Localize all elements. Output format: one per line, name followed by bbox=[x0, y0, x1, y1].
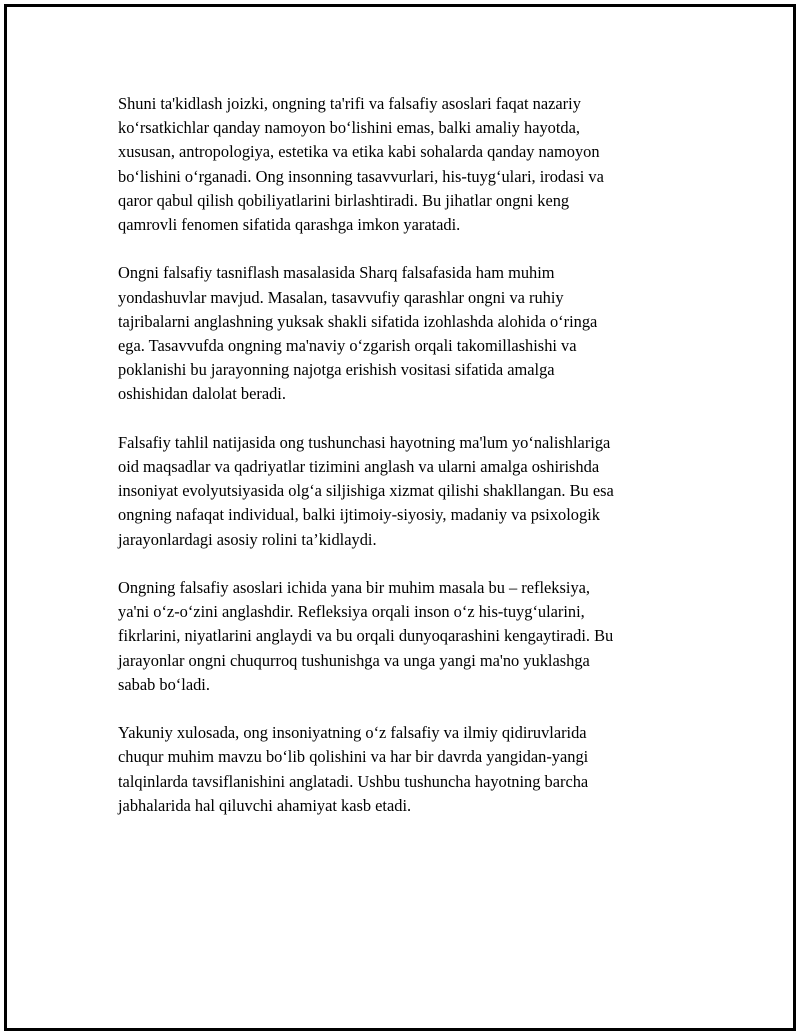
paragraph-1: Shuni ta'kidlash joizki, ongning ta'rifi va falsafiy asoslari faqat nazariy ko‘rsatkichlar qanday namoyon bo‘lishini emas, balki amaliy hayotda, xususan, antropologiya, estetika va etika kabi sohalarda qanday namoyon bo‘lishini o‘rganadi. Ong insonning tasavvurlari, his-tuyg‘ulari, irodasi va qaror qabul qilish qobiliyatlarini birlashtiradi. Bu jihatlar ongni keng qamrovli fenomen sifatida qarashga imkon yaratadi. bbox=[118, 94, 604, 235]
paragraph-3: Falsafiy tahlil natijasida ong tushunchasi hayotning ma'lum yo‘nalishlariga oid maqsadlar va qadriyatlar tizimini anglash va ularni amalga oshirishda insoniyat evolyutsiyasida olg‘a siljishiga xizmat qilishi shakllangan. Bu esa ongning nafaqat individual, balki ijtimoiy-siyosiy, madaniy va psixologik jarayonlardagi asosiy rolini ta’kidlaydi. bbox=[118, 432, 614, 549]
paragraph-4: Ongning falsafiy asoslari ichida yana bir muhim masala bu – refleksiya, ya'ni o‘z-o‘zini anglashdir. Refleksiya orqali inson o‘z his-tuyg‘ularini, fikrlarini, niyatlarini anglaydi va bu orqali dunyoqarashini kengaytiradi. Bu jarayonlar ongni chuqurroq tushunishga va unga yangi ma'no yuklashga sabab bo‘ladi. bbox=[118, 578, 614, 694]
paragraph-2: Ongni falsafiy tasniflash masalasida Sharq falsafasida ham muhim yondashuvlar mavjud. Masalan, tasavvufiy qarashlar ongni va ruhiy tajribalarni anglashning yuksak shakli sifatida izohlashda alohida o‘ringa ega. Tasavvufda ongning ma'naviy o‘zgarish orqali takomillashishi va poklanishi bu jarayonning najotga erishish vositasi sifatida amalga oshishidan dalolat beradi. bbox=[118, 263, 598, 404]
paragraph-5: Yakuniy xulosada, ong insoniyatning o‘z falsafiy va ilmiy qidiruvlarida chuqur muhim mavzu bo‘lib qolishini va har bir davrda yangidan-yangi talqinlarda tavsiflanishini anglatadi. Ushbu tushuncha hayotning barcha jabhalarida hal qiluvchi ahamiyat kasb etadi. bbox=[118, 723, 589, 815]
document-body bbox=[118, 92, 698, 842]
